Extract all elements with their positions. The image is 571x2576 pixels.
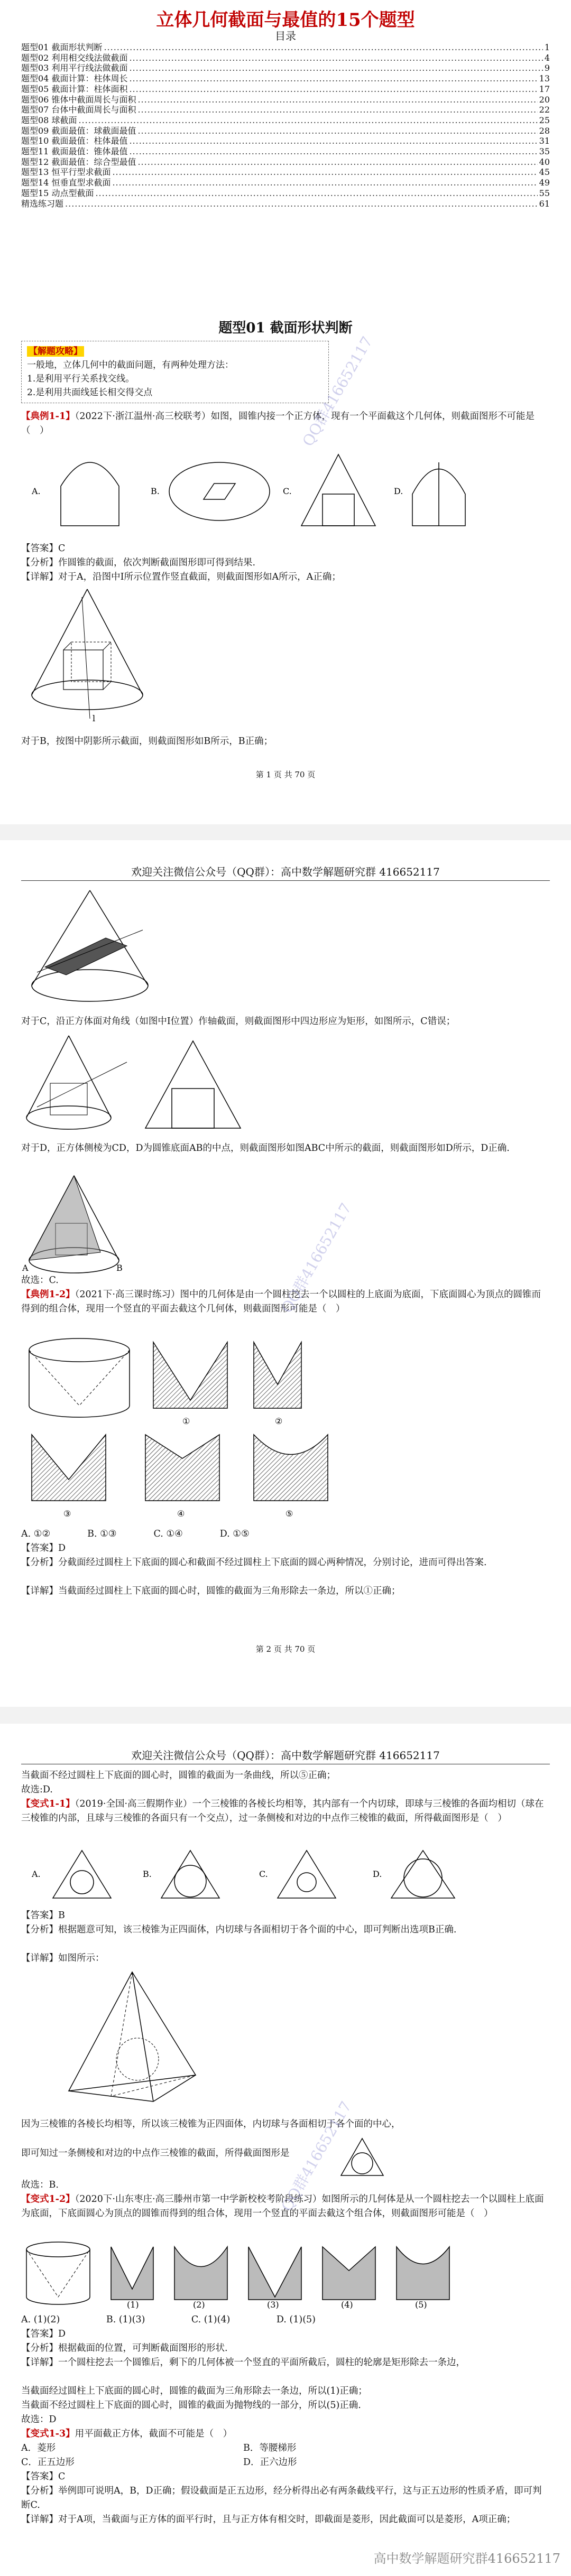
toc-entry-label: 题型11 截面最值：锥体最值 xyxy=(21,146,128,157)
triangle-circle-figure xyxy=(338,2136,391,2178)
toc-entry-label: 题型12 截面最值：综合型最值 xyxy=(21,156,136,167)
toc-entry[interactable] xyxy=(21,188,550,199)
v13-opt-c: C．正五边形 xyxy=(21,2457,75,2468)
shape-num-1: ① xyxy=(182,1416,190,1426)
toc-leader-dots xyxy=(95,188,537,199)
p2-c: 对于C，沿正方体面对角线（如图中I位置）作轴截面，则截面图形中四边形应为矩形，如图所示，C错误； xyxy=(21,1016,456,1027)
page-footer-1: 第 1 页 共 70 页 xyxy=(255,770,316,779)
doc-title: 立体几何截面与最值的15个题型 xyxy=(156,10,415,31)
detail-3: 【详解】如图所示： xyxy=(21,1953,105,1964)
svg-text:A: A xyxy=(22,1263,29,1273)
table-of-contents xyxy=(21,42,550,209)
analysis-4: 【分析】根据截面的位置，可判断截面图形的形状. xyxy=(21,2343,228,2354)
answer-5: 【答案】C xyxy=(21,2471,66,2482)
p3-line-4: 即可知过一条侧棱和对边的中点作三棱锥的截面，所得截面图形是 xyxy=(21,2148,290,2159)
watermark-3: QQ群416652117 xyxy=(278,2098,355,2215)
shape-num-4: ④ xyxy=(177,1509,185,1519)
toc-entry-label: 题型03 利用平行线法做截面 xyxy=(21,63,128,73)
variant-1-2-options: A. (1)(2) B. (1)(3) C. (1)(4) D. (1)(5) xyxy=(21,2314,316,2325)
v13-opt-a: A．菱形 xyxy=(21,2443,56,2453)
options-figures-1 xyxy=(21,449,550,534)
toc-entry-page: 55 xyxy=(539,188,550,198)
answer-4: 【答案】D xyxy=(21,2329,66,2339)
variant-tag: 【变式1-1】 xyxy=(21,1799,75,1809)
toc-entry-label: 题型06 锥体中截面周长与面积 xyxy=(21,94,136,105)
cone-section-figure xyxy=(21,888,180,1009)
toc-entry-label: 题型09 截面最值：球截面最值 xyxy=(21,125,136,136)
toc-entry-label: 精选练习题 xyxy=(21,198,64,209)
p3-line-6: 当截面经过圆柱上下底面的圆心时，圆锥的截面为三角形除去一条边，所以(1)正确； xyxy=(21,2386,367,2396)
example-1-2-options: A. ①② B. ①③ C. ①④ D. ①⑤ xyxy=(21,1529,250,1539)
detail-5: 【详解】对于A项，当截面与正方体的面平行时，且与正方体有相交时，即截面是菱形，因此截面可以是菱形，A项正确； xyxy=(21,2514,516,2525)
v13-opt-b: B．等腰梯形 xyxy=(243,2443,297,2453)
section-title-01: 题型01 截面形状判断 xyxy=(218,320,353,336)
svg-text:B.: B. xyxy=(143,1869,152,1879)
toc-leader-dots xyxy=(137,157,537,168)
shape-b xyxy=(169,462,270,520)
variant-1-2 xyxy=(21,2192,550,2221)
toc-entry[interactable] xyxy=(21,178,550,188)
bottom-watermark: 高中数学解题研究群416652117 xyxy=(373,2551,560,2566)
toc-entry-page: 49 xyxy=(539,178,550,188)
p3-line-5: 故选：B. xyxy=(21,2180,59,2190)
toc-entry-page: 61 xyxy=(539,198,550,209)
shapes-figure-2 xyxy=(21,2239,550,2308)
variant-text: 用平面截正方体，截面不可能是（ ） xyxy=(75,2429,233,2439)
detail-4: 【详解】一个圆柱挖去一个圆锥后，剩下的几何体被一个竖直的平面所截后，圆柱的轮廓是矩形除去一条边， xyxy=(21,2357,465,2368)
variant-1-3 xyxy=(21,2427,550,2441)
p3-line-1: 当截面不经过圆柱上下底面的圆心时，圆锥的截面为一条曲线，所以⑤正确； xyxy=(21,1770,336,1781)
toc-leader-dots xyxy=(65,199,538,209)
tip-line-2: 1.是利用平行关系找交线。 xyxy=(27,374,135,384)
svg-text:B: B xyxy=(116,1263,123,1273)
toc-entry-page: 28 xyxy=(539,125,550,136)
toc-entry[interactable] xyxy=(21,115,550,126)
toc-entry-page: 4 xyxy=(544,52,550,63)
toc-entry[interactable] xyxy=(21,146,550,157)
page-header-2: 欢迎关注微信公众号（QQ群）：高中数学解题研究群 416652117 xyxy=(131,866,440,878)
toc-entry-page: 9 xyxy=(544,63,550,73)
toc-leader-dots xyxy=(78,115,537,126)
p3-line-8: 故选：D xyxy=(21,2414,57,2425)
page-3 xyxy=(0,1724,571,2576)
cone-abc-figure xyxy=(21,1173,153,1279)
toc-entry-label: 题型10 截面最值：柱体最值 xyxy=(21,136,128,146)
variant-text: （2020下·山东枣庄·高三滕州市第一中学新校校考阶段练习）如图所示的几何体是从一个圆柱挖去一个以圆柱上底面为底面，下底面圆心为顶点的圆锥而得到的组合体，现用一个竖直的平面去截这个组合体，则截面图形可能是（ ） xyxy=(21,2194,544,2219)
toc-leader-dots xyxy=(129,73,537,84)
page-1 xyxy=(0,0,571,824)
toc-entry-page: 22 xyxy=(539,105,550,115)
toc-entry-page: 40 xyxy=(539,156,550,167)
toc-entry[interactable] xyxy=(21,136,550,146)
watermark-2: QQ群416652117 xyxy=(278,1200,355,1316)
tip-box xyxy=(21,341,329,403)
toc-leader-dots xyxy=(112,167,537,178)
toc-leader-dots xyxy=(129,53,542,63)
shape-num-3: ③ xyxy=(63,1509,71,1519)
tip-tag: 【解题攻略】 xyxy=(27,346,84,357)
toc-entry-label: 题型15 动点型截面 xyxy=(21,188,94,198)
toc-entry-page: 45 xyxy=(539,167,550,178)
opt-d-label: D. xyxy=(394,486,403,496)
toc-leader-dots xyxy=(137,105,537,115)
toc-leader-dots xyxy=(137,95,537,105)
p3-line-2: 故选:D. xyxy=(21,1784,53,1795)
v13-opt-d: D．正六边形 xyxy=(243,2457,297,2468)
toc-entry[interactable] xyxy=(21,53,550,63)
toc-entry-label: 题型08 球截面 xyxy=(21,115,77,125)
toc-leader-dots xyxy=(129,136,537,146)
svg-text:A.: A. xyxy=(32,1869,41,1879)
toc-entry-label: 题型01 截面形状判断 xyxy=(21,42,103,52)
answer-1: 【答案】C xyxy=(21,543,66,554)
toc-entry[interactable] xyxy=(21,167,550,178)
analysis-3: 【分析】根据题意可知，该三棱锥为正四面体，内切球与各面相切于各个面的中心，即可判断出选项B正确. xyxy=(21,1924,457,1935)
toc-entry-label: 题型02 利用相交线法做截面 xyxy=(21,52,128,63)
toc-entry-page: 31 xyxy=(539,136,550,146)
shape-num-5: ⑤ xyxy=(286,1509,293,1519)
example-tag: 【典例1-1】 xyxy=(21,411,75,422)
example-text: （2022下·浙江温州·高三校联考）如图，圆锥内接一个正方体，现有一个平面截这个几何体，则截面图形不可能是（ ） xyxy=(21,411,535,436)
toc-entry-page: 1 xyxy=(544,42,550,52)
toc-entry[interactable] xyxy=(21,63,550,73)
opt-b-label: B. xyxy=(151,486,160,496)
example-1-1 xyxy=(21,410,550,438)
example-tag: 【典例1-2】 xyxy=(21,1289,75,1300)
answer-3: 【答案】B xyxy=(21,1910,65,1921)
variant-tag: 【变式1-3】 xyxy=(21,2429,75,2439)
toc-entry[interactable] xyxy=(21,84,550,95)
analysis-2: 【分析】分截面经过圆柱上下底面的圆心和截面不经过圆柱上下底面的圆心两种情况，分别讨论，进而可得出答案. xyxy=(21,1557,487,1568)
toc-entry-label: 题型04 截面计算：柱体周长 xyxy=(21,73,128,84)
toc-leader-dots xyxy=(104,42,542,53)
shape2-num-5: (5) xyxy=(415,2300,427,2310)
svg-text:l: l xyxy=(93,713,96,723)
toc-entry-page: 35 xyxy=(539,146,550,157)
tip-line-3: 2.是利用共面线延长相交得交点 xyxy=(27,387,153,398)
toc-entry-page: 17 xyxy=(539,83,550,94)
toc-entry-label: 题型14 恒垂直型求截面 xyxy=(21,178,111,188)
variant-1-1 xyxy=(21,1797,550,1826)
example-text: （2021下·高三课时练习）图中的几何体是由一个圆柱挖去一个以圆柱的上底面为底面，下底面圆心为顶点的圆锥而得到的组合体，现用一个竖直的平面去截这个几何体，则截面图形可能是（ ） xyxy=(21,1289,541,1314)
shape2-num-2: (2) xyxy=(193,2300,205,2310)
shapes-figure-1 xyxy=(21,1332,550,1522)
detail-2: 【详解】当截面经过圆柱上下底面的圆心时，圆锥的截面为三角形除去一条边，所以①正确； xyxy=(21,1586,401,1596)
tetrahedron-figure xyxy=(63,1969,222,2112)
detail-1: 【详解】对于A，沿图中I所示位置作竖直截面，则截面图形如A所示，A正确； xyxy=(21,572,341,582)
toc-entry-page: 13 xyxy=(539,73,550,84)
cone-rect-figure xyxy=(21,1033,286,1139)
shape2-num-4: (4) xyxy=(341,2300,353,2310)
toc-leader-dots xyxy=(112,178,537,188)
page-header-3: 欢迎关注微信公众号（QQ群）：高中数学解题研究群 416652117 xyxy=(131,1749,440,1762)
tip-line-1: 一般地，立体几何中的截面问题，有两种处理方法： xyxy=(27,360,234,370)
p2-c-select: 故选：C. xyxy=(21,1275,59,1286)
toc-leader-dots xyxy=(129,84,537,95)
analysis-5: 【分析】举例即可说明A，B，D正确；假设截面是正五边形，经分析得出必有两条截线平行，这与正五边形的性质矛盾，即可判断C. xyxy=(21,2486,542,2510)
p3-line-7: 当截面不经过圆柱上下底面的圆心时，圆锥的截面为抛物线的一部分，所以(5)正确. xyxy=(21,2400,361,2411)
toc-entry-label: 题型13 恒平行型求截面 xyxy=(21,167,111,178)
page-footer-2: 第 2 页 共 70 页 xyxy=(255,1644,316,1654)
detail-1b: 对于B，按图中阴影所示截面，则截面图形如B所示，B正确； xyxy=(21,736,273,747)
svg-text:C.: C. xyxy=(259,1869,268,1879)
p2-d: 对于D，正方体侧棱为CD，D为圆锥底面AB的中点，则截面图形如图ABC中所示的截面，则截面图形如D所示，D正确. xyxy=(21,1143,510,1154)
options-figures-2 xyxy=(21,1845,550,1903)
toc-leader-dots xyxy=(129,63,542,73)
shape-c xyxy=(301,454,375,526)
analysis-1: 【分析】作圆锥的截面，依次判断截面图形即可得到结果. xyxy=(21,557,256,568)
toc-entry-label: 题型05 截面计算：柱体面积 xyxy=(21,83,128,94)
watermark-1: QQ群416652117 xyxy=(299,333,376,450)
page-2 xyxy=(0,840,571,1707)
opt-a-label: A. xyxy=(32,486,41,496)
cone-cube-figure xyxy=(21,587,153,724)
svg-text:D.: D. xyxy=(373,1869,382,1879)
toc-entry[interactable] xyxy=(21,95,550,105)
toc-entry[interactable] xyxy=(21,126,550,136)
shape-num-2: ② xyxy=(275,1416,283,1426)
toc-leader-dots xyxy=(137,126,537,136)
variant-tag: 【变式1-2】 xyxy=(21,2194,75,2205)
shape-a xyxy=(61,462,119,526)
shape2-num-1: (1) xyxy=(127,2300,139,2310)
shape2-num-3: (3) xyxy=(267,2300,279,2310)
p3-line-3: 因为三棱锥的各棱长均相等，所以该三棱锥为正四面体，内切球与各面相切于各个面的中心， xyxy=(21,2119,401,2129)
toc-entry[interactable] xyxy=(21,73,550,84)
toc-leader-dots xyxy=(129,146,537,157)
toc-entry-page: 20 xyxy=(539,94,550,105)
toc-entry[interactable] xyxy=(21,105,550,115)
variant-text: （2019·全国·高三假期作业）一个三棱锥的各棱长均相等，其内部有一个内切球，即球与三棱锥的各面均相切（球在三棱锥的内部，且球与三棱锥的各面只有一个交点），过一条侧棱和对边的中点作三棱锥的截面，所得截面图形是（ ） xyxy=(21,1799,544,1824)
answer-2: 【答案】D xyxy=(21,1543,66,1554)
toc-entry[interactable] xyxy=(21,42,550,53)
toc-entry[interactable] xyxy=(21,157,550,168)
toc-entry[interactable] xyxy=(21,199,550,209)
toc-heading: 目录 xyxy=(275,30,296,42)
toc-entry-label: 题型07 台体中截面周长与面积 xyxy=(21,105,136,115)
opt-c-label: C. xyxy=(283,486,292,496)
example-1-2 xyxy=(21,1288,550,1316)
toc-entry-page: 25 xyxy=(539,115,550,125)
